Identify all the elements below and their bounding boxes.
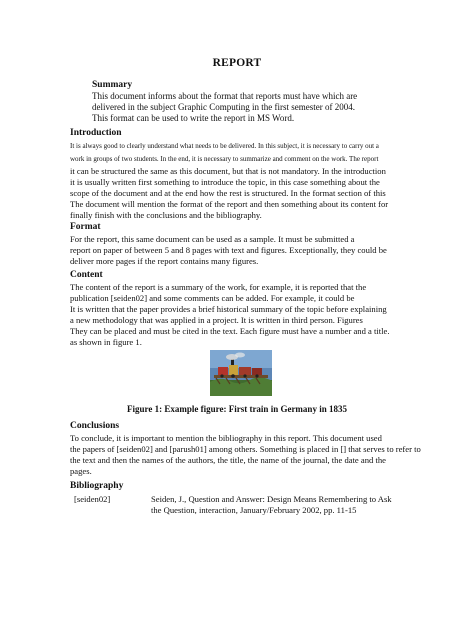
summary-line: This format can be used to write the report in MS Word. [92, 113, 295, 123]
introduction-line: work in groups of two students. In the end, it is necessary to summarize and comment on the work. The report [70, 155, 379, 163]
introduction-line: scope of the document and at the end how the rest is structured. In the format section of this [70, 187, 386, 198]
content-line: a new methodology that was applied in a project. It is written in third person. Figures [70, 314, 363, 325]
conclusions-line: pages. [70, 465, 92, 476]
train-photo-icon [210, 350, 272, 396]
introduction-line: It is always good to clearly understand what needs to be delivered. In this subject, it is necessary to carry out a [70, 142, 379, 150]
content-line: They can be placed and must be cited in the text. Each figure must have a number and a title. [70, 325, 390, 336]
introduction-paragraph [70, 140, 422, 221]
summary-heading: Summary [92, 80, 133, 90]
introduction-line: it can be structured the same as this document, but that is not mandatory. In the introduction [70, 166, 386, 176]
bibliography-key: [seiden02] [74, 494, 111, 504]
introduction-line: The document will mention the format of the report and then something about its content for [70, 198, 389, 209]
format-paragraph [70, 234, 422, 267]
content-line: The content of the report is a summary of the work, for example, it is reported that the [70, 282, 367, 292]
content-line: as shown in figure 1. [70, 336, 142, 347]
summary-line: delivered in the subject Graphic Computing in the first semester of 2004. [92, 102, 355, 112]
content-heading: Content [70, 270, 103, 280]
conclusions-paragraph [70, 433, 422, 477]
format-line: report on paper of between 5 and 8 pages with text and figures. Exceptionally, they could be [70, 244, 387, 255]
bibliography-line: the Question, interaction, January/February 2002, pp. 11-15 [151, 505, 357, 515]
content-line: publication [seiden02] and some comments can be added. For example, it could be [70, 292, 355, 303]
introduction-line: finally finish with the conclusions and the bibliography. [70, 209, 262, 220]
bibliography-entry [151, 494, 431, 516]
format-line: For the report, this same document can be used as a sample. It must be submitted a [70, 234, 355, 244]
bibliography-line: Seiden, J., Question and Answer: Design Means Remembering to Ask [151, 494, 392, 504]
conclusions-line: the papers of [seiden02] and [parush01] among others. Something is placed in [] that serves to refer to [70, 443, 421, 454]
conclusions-line: the text and then the names of the authors, the title, the name of the journal, the date and the [70, 454, 386, 465]
figure-caption: Figure 1: Example figure: First train in Germany in 1835 [127, 404, 347, 414]
summary-line: This document informs about the format that reports must have which are [92, 91, 358, 101]
document-title: REPORT [212, 57, 262, 69]
bibliography-heading: Bibliography [70, 481, 124, 491]
summary-paragraph [92, 91, 382, 124]
conclusions-heading: Conclusions [70, 421, 120, 431]
format-line: deliver more pages if the report contains many figures. [70, 255, 259, 266]
introduction-line: it is usually written first something to introduce the topic, in this case something about the [70, 176, 380, 187]
content-line: It is written that the paper provides a brief historical summary of the topic before explaining [70, 303, 387, 314]
content-paragraph [70, 282, 422, 347]
format-heading: Format [70, 222, 101, 232]
introduction-heading: Introduction [70, 128, 122, 138]
conclusions-line: To conclude, it is important to mention the bibliography in this report. This document used [70, 433, 382, 443]
